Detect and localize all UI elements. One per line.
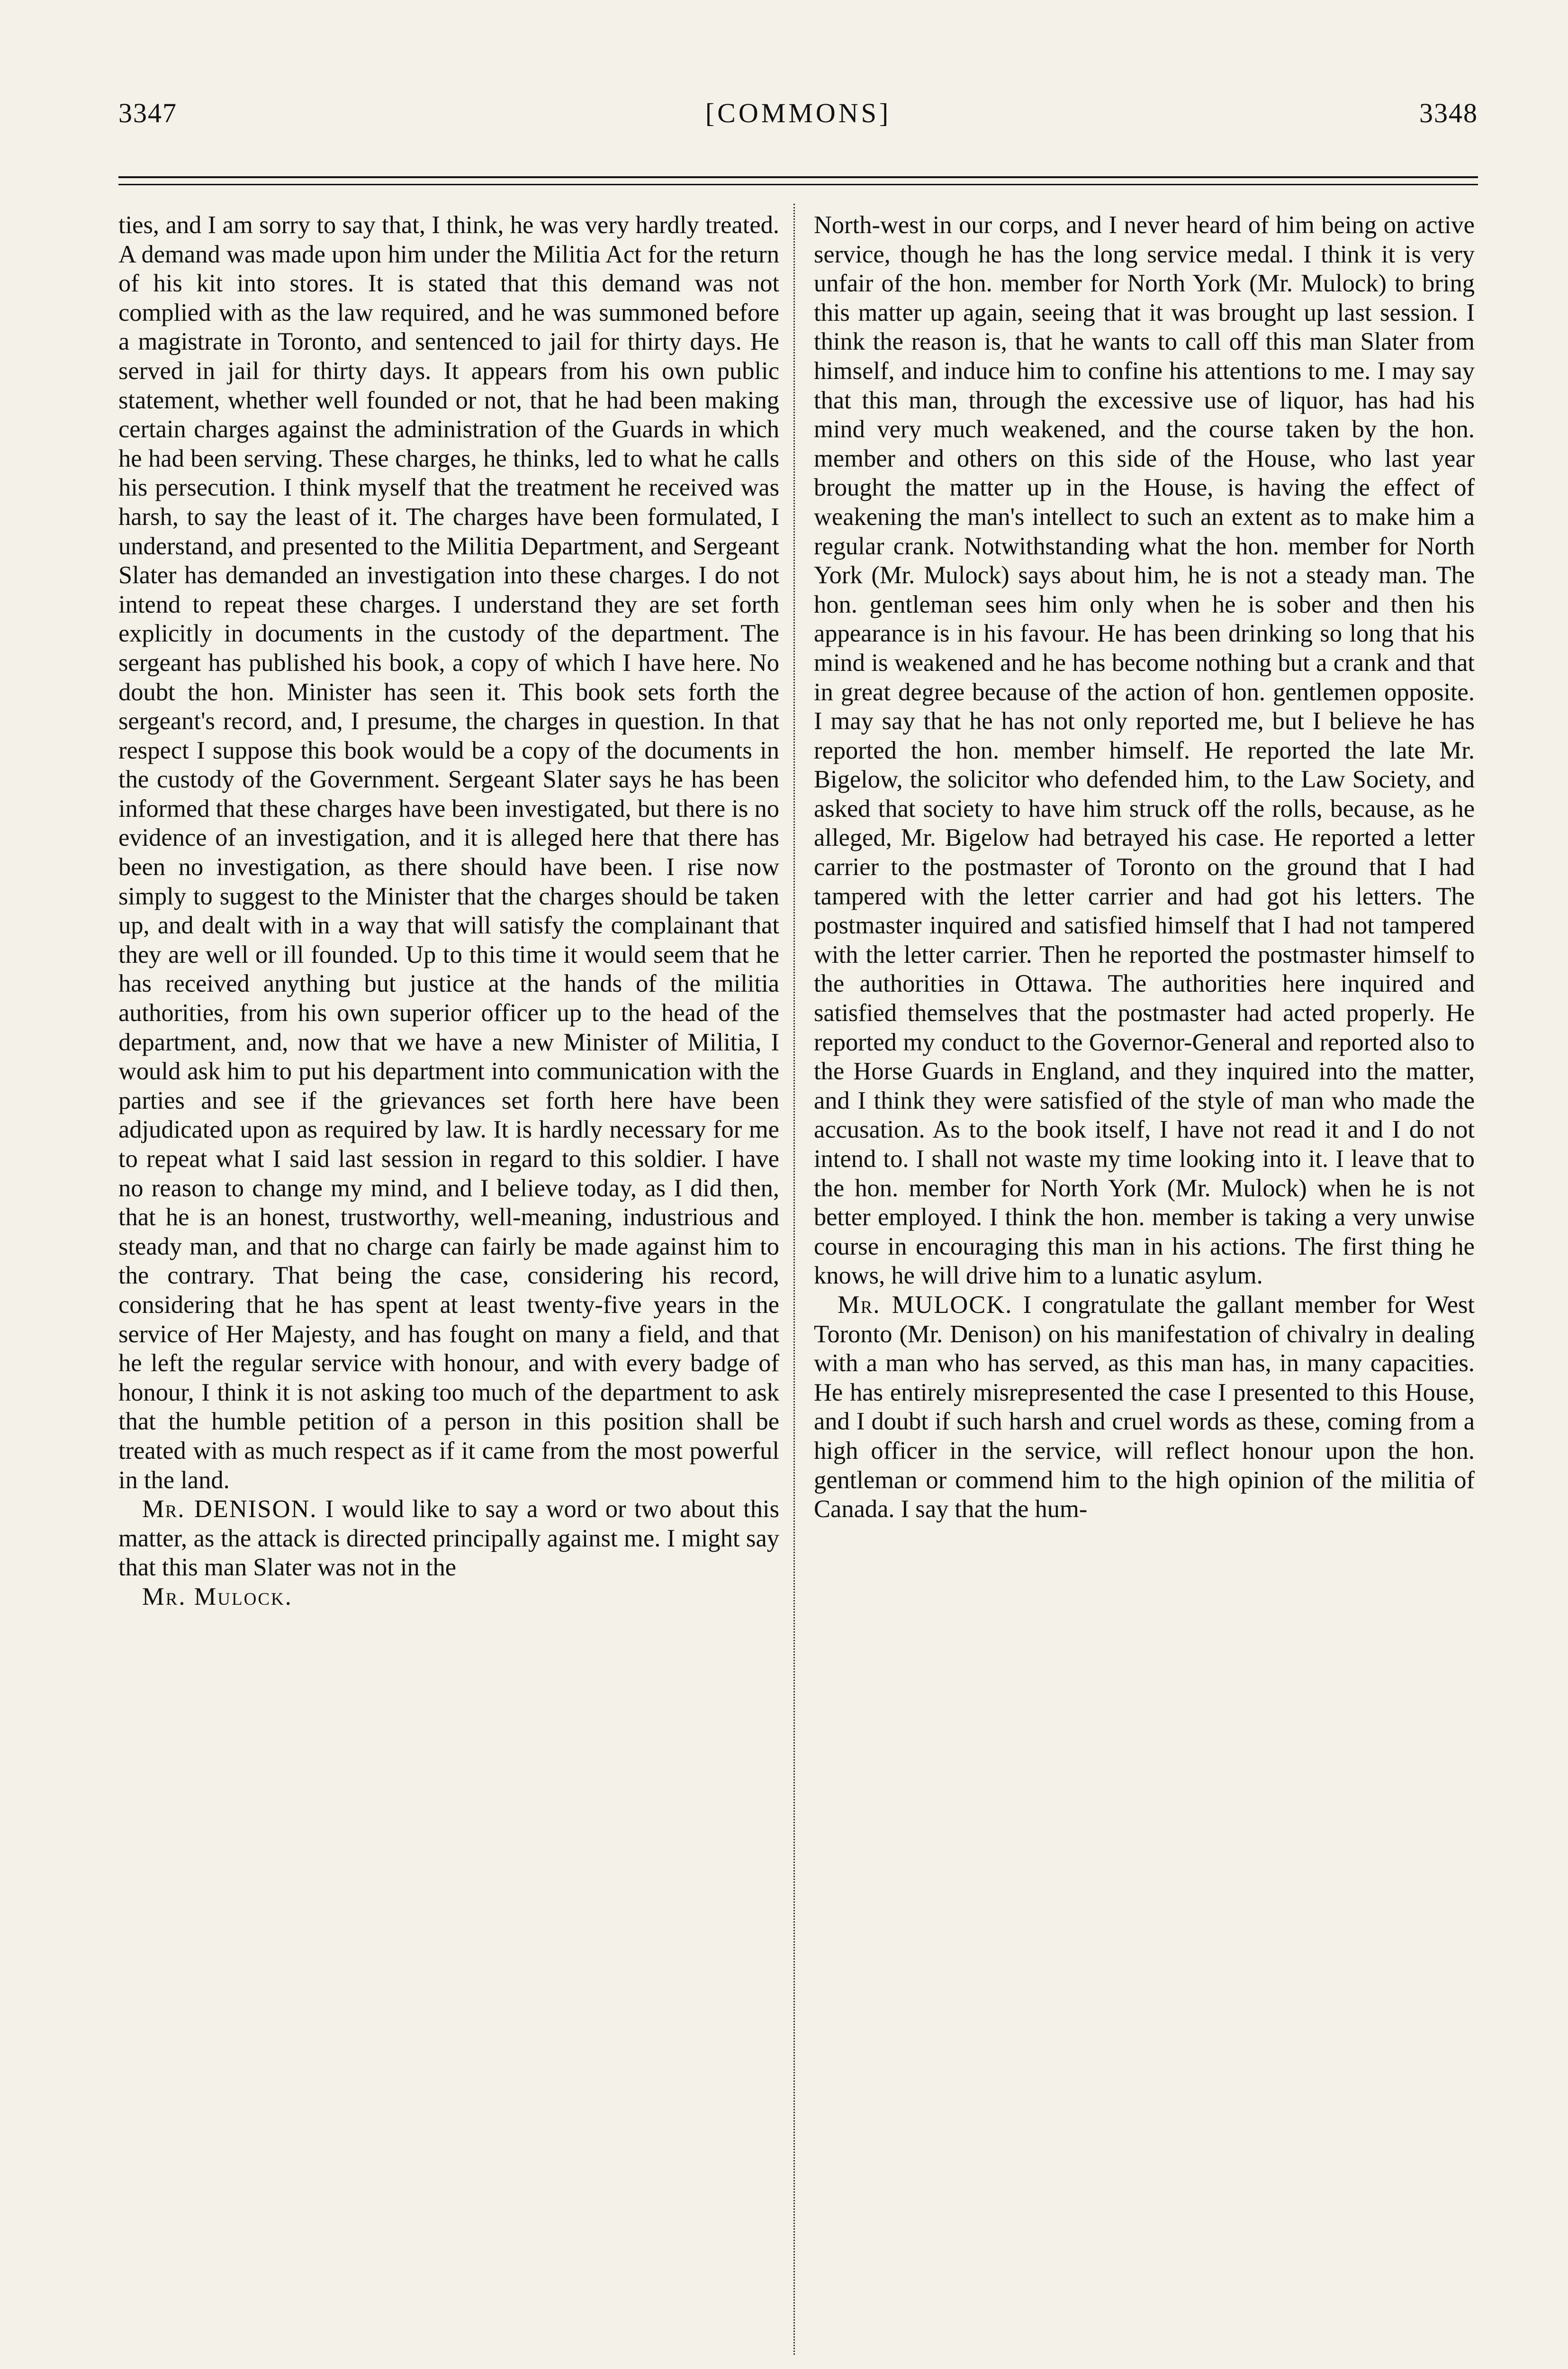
left-column: [118, 211, 779, 1612]
denison-speech: I would like to say a word or two about this matter, as the attack is directed principally against me. I might say that this man Slater was not in the: [118, 1495, 780, 1582]
right-paragraph-1: North-west in our corps, and I never heard of him being on active service, though he has the long service medal. I think it is very unfair of the hon. member for North York (Mr. Mulock) to bring this matter up again, seeing that it was brought up last session. I think the reason is, that he wants to call off this man Slater from himself, and induce him to confine his attentions to me. I may say that this man, through the excessive use of liquor, has had his mind very much weakened, and the course taken by the hon. member and others on this side of the House, who last year brought the matter up in the House, is having the effect of weakening the man's intellect to such an extent as to make him a regular crank. Notwithstanding what the hon. member for North York (Mr. Mulock) says about him, he is not a steady man. The hon. gentleman sees him only when he is sober and then his appearance is in his favour. He has been drinking so long that his mind is weakened and he has become nothing but a crank and that in great degree because of the action of hon. gentlemen opposite. I may say that he has not only reported me, but I believe he has reported the hon. member himself. He reported the late Mr. Bigelow, the solicitor who defended him, to the Law Society, and asked that society to have him struck off the rolls, because, as he alleged, Mr. Bigelow had betrayed his case. He reported a letter carrier to the postmaster of Toronto on the ground that I had tampered with the letter carrier and had got his letters. The postmaster inquired and satisfied himself that I had not tampered with the letter carrier. Then he reported the postmaster himself to the authorities in Ottawa. The authorities here inquired and satisfied themselves that the postmaster had acted properly. He reported my conduct to the Governor-General and reported also to the Horse Guards in England, and they inquired into the matter, and I think they were satisfied of the style of man who made the accusation. As to the book itself, I have not read it and I do not intend to. I shall not waste my time looking into it. I leave that to the hon. member for North York (Mr. Mulock) when he is not better employed. I think the hon. member is taking a very unwise course in encouraging this man in his actions. The first thing he knows, he will drive him to a lunatic asylum.: [814, 211, 1475, 1290]
column-divider: [793, 204, 795, 2355]
page-number-left: 3347: [118, 98, 177, 128]
speaker-mulock: Mr. MULOCK.: [838, 1291, 1013, 1319]
page-number-right: 3348: [1419, 98, 1478, 128]
running-head: [COMMONS]: [705, 98, 892, 128]
page-header: [118, 97, 1478, 140]
header-rule-top: [118, 176, 1478, 178]
catchword: Mr. Mulock.: [142, 1582, 293, 1610]
right-paragraph-2: [814, 1291, 1475, 1524]
header-rule-bottom: [118, 184, 1478, 185]
right-column: [814, 211, 1475, 1524]
left-paragraph-1: ties, and I am sorry to say that, I think, he was very hardly treated. A demand was made upon him under the Militia Act for the return of his kit into stores. It is stated that this demand was not complied with as the law required, and he was summoned before a magistrate in Toronto, and sentenced to jail for thirty days. He served in jail for thirty days. It appears from his own public statement, whether well founded or not, that he had been making certain charges against the administration of the Guards in which he had been serving. These charges, he thinks, led to what he calls his persecution. I think myself that the treatment he received was harsh, to say the least of it. The charges have been formulated, I understand, and presented to the Militia Department, and Sergeant Slater has demanded an investigation into these charges. I do not intend to repeat these charges. I understand they are set forth explicitly in documents in the custody of the department. The sergeant has published his book, a copy of which I have here. No doubt the hon. Minister has seen it. This book sets forth the sergeant's record, and, I presume, the charges in question. In that respect I suppose this book would be a copy of the documents in the custody of the Government. Sergeant Slater says he has been informed that these charges have been investigated, but there is no evidence of an investigation, and it is alleged here that there has been no investigation, as there should have been. I rise now simply to suggest to the Minister that the charges should be taken up, and dealt with in a way that will satisfy the complainant that they are well or ill founded. Up to this time it would seem that he has received anything but justice at the hands of the militia authorities, from his own superior officer up to the head of the department, and, now that we have a new Minister of Militia, I would ask him to put his department into communication with the parties and see if the grievances set forth here have been adjudicated upon as required by law. It is hardly necessary for me to repeat what I said last session in regard to this soldier. I have no reason to change my mind, and I believe today, as I did then, that he is an honest, trustworthy, well-meaning, industrious and steady man, and that no charge can fairly be made against him to the contrary. That being the case, considering his record, considering that he has spent at least twenty-five years in the service of Her Majesty, and has fought on many a field, and that he left the regular service with honour, and with every badge of honour, I think it is not asking too much of the department to ask that the humble petition of a person in this position shall be treated with as much respect as if it came from the most powerful in the land.: [118, 211, 779, 1494]
left-paragraph-2: [118, 1495, 779, 1582]
speaker-denison: Mr. DENISON.: [142, 1495, 317, 1523]
mulock-speech: I congratulate the gallant member for West Toronto (Mr. Denison) on his manifestation of chivalry in dealing with a man who has served, as this man has, in many capacities. He has entirely misrepresented the case I presented to this House, and I doubt if such harsh and cruel words as these, coming from a high officer in the service, will reflect honour upon the hon. gentleman or commend him to the high opinion of the militia of Canada. I say that the hum-: [814, 1291, 1475, 1523]
